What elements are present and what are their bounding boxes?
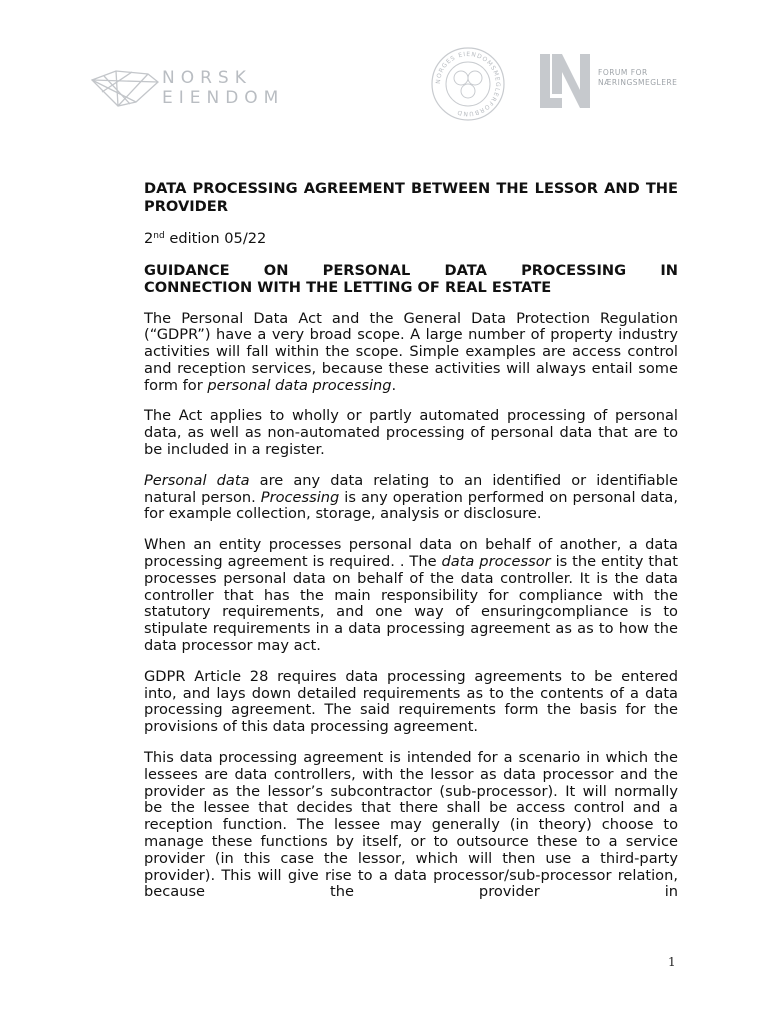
definitions-text-1: are any data relating to an identified or identifiable natural person.	[144, 471, 679, 506]
definitions-text-2: is any operation performed on personal data, for example collection, storage, analysis or disclosure.	[144, 488, 678, 523]
paragraph-definitions	[144, 473, 678, 523]
edition-ordinal: nd	[153, 231, 165, 241]
forum-logo	[540, 54, 700, 108]
norsk-eiendom-mark-icon	[90, 68, 160, 108]
nef-seal-logo	[430, 46, 506, 122]
page-number: 1	[668, 955, 676, 969]
forum-line-2: NÆRINGSMEGLERE	[598, 78, 678, 87]
forum-mark-icon	[540, 54, 592, 108]
nef-ring-text: NORGES EIENDOMSMEGLERFORBUND	[434, 50, 502, 118]
paragraph-scope	[144, 311, 678, 395]
processor-text-1: When an entity processes personal data on behalf of another, a data processing agreement is required. . The	[144, 536, 678, 571]
paragraph-act: The Act applies to wholly or partly automated processing of personal data, as well as non-automated processing of personal data that are to be included in a register.	[144, 407, 678, 459]
logo-line-norsk: NORSK	[162, 68, 252, 88]
term-processing: Processing	[260, 488, 340, 506]
paragraph-scope-emphasis: personal data processing	[207, 376, 392, 394]
norsk-eiendom-wordmark	[162, 68, 284, 108]
document-title: DATA PROCESSING AGREEMENT BETWEEN THE LESSOR AND THE PROVIDER	[144, 180, 678, 215]
paragraph-processor	[144, 537, 678, 655]
paragraph-scenario: This data processing agreement is intended for a scenario in which the lessees are data controllers, with the lessor as data processor and the provider as the lessor’s subcontractor (sub-processor). It will normally be the lessee that decides that there shall be access control and a reception function. The lessee may generally (in theory) choose to manage these functions by itself, or to outsource these to a service provider (in this case the lessor, which will then use a third-party provider). This will give rise to a data processor/sub-processor relation, because the provider in	[144, 749, 678, 901]
paragraph-scope-end: .	[391, 376, 397, 394]
guidance-heading-line1: GUIDANCE ON PERSONAL DATA PROCESSING IN	[144, 261, 678, 279]
logo-line-eiendom: EIENDOM	[162, 88, 285, 108]
paragraph-scope-text: The Personal Data Act and the General Data Protection Regulation (“GDPR”) have a very broad scope. A large number of property industry activities will fall within the scope. Simple examples are access control and reception services, because these activities will always entail some form for	[144, 309, 678, 394]
guidance-heading	[144, 262, 678, 297]
norsk-eiendom-logo	[90, 66, 290, 110]
paragraph-article-28: GDPR Article 28 requires data processing agreements to be entered into, and lays down detailed requirements as to the contents of a data processing agreement. The said requirements form the basis for the provisions of this data processing agreement.	[144, 667, 678, 736]
document-body	[144, 180, 678, 901]
processor-text-2: is the entity that processes personal data on behalf of the data controller. It is the data controller that has the main responsibility for compliance with the statutory requirements, and one way of ensuringcompliance is to stipulate requirements in a data processing agreement as as to how the data processor may act.	[144, 553, 678, 655]
edition-line	[144, 230, 678, 248]
term-personal-data: Personal data	[144, 471, 250, 489]
forum-wordmark	[598, 68, 677, 88]
edition-date: edition 05/22	[164, 230, 267, 247]
edition-number: 2	[144, 230, 154, 247]
term-data-processor: data processor	[441, 553, 551, 571]
forum-line-1: FORUM FOR	[598, 68, 648, 77]
guidance-heading-line2: CONNECTION WITH THE LETTING OF REAL ESTATE	[144, 279, 552, 296]
